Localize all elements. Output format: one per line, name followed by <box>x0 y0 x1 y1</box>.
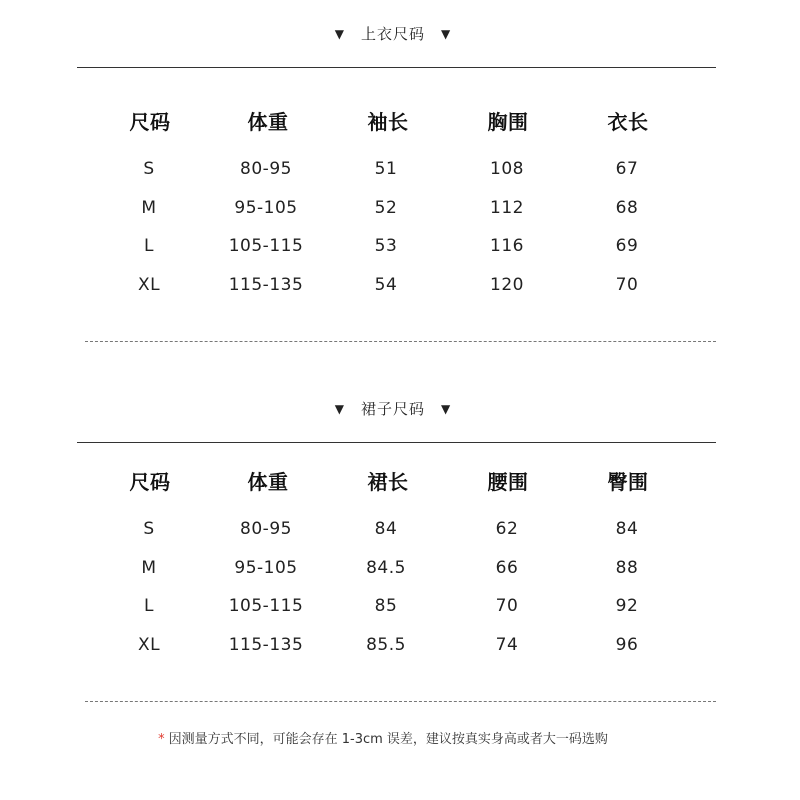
length-cell: 68 <box>615 198 639 218</box>
header-cell: 袖长 <box>367 110 409 134</box>
weight-cell: 80-95 <box>240 519 292 539</box>
size-cell: L <box>144 236 154 256</box>
weight-cell: 80-95 <box>240 159 292 179</box>
weight-cell: 115-135 <box>228 275 304 295</box>
header-cell: 臀围 <box>607 470 649 494</box>
hip-cell: 92 <box>615 596 639 616</box>
triangle-down-icon: ▼ <box>441 27 452 41</box>
size-cell: S <box>143 519 155 539</box>
skirt-divider <box>77 442 716 443</box>
header-cell: 腰围 <box>487 470 529 494</box>
header-cell: 体重 <box>247 470 289 494</box>
header-cell: 胸围 <box>487 110 529 134</box>
skirt-size-title <box>0 398 786 419</box>
table-row <box>0 236 800 264</box>
table-row <box>0 198 800 226</box>
skirt-header-row <box>0 466 800 494</box>
header-cell: 衣长 <box>607 110 649 134</box>
table-row <box>0 596 800 624</box>
chest-cell: 120 <box>490 275 524 295</box>
table-row <box>0 635 800 663</box>
skirt-size-title-text: 裙子尺码 <box>360 400 425 418</box>
sleeve-cell: 53 <box>374 236 398 256</box>
triangle-down-icon: ▼ <box>334 402 345 416</box>
measurement-note-text: 因测量方式不同，可能会存在 1-3cm 误差，建议按真实身高或者大一码选购 <box>168 732 608 747</box>
weight-cell: 95-105 <box>234 558 298 578</box>
weight-cell: 105-115 <box>228 236 304 256</box>
waist-cell: 74 <box>495 635 519 655</box>
size-cell: L <box>144 596 154 616</box>
dashed-divider <box>85 341 716 342</box>
size-cell: XL <box>137 275 161 295</box>
length-cell: 70 <box>615 275 639 295</box>
skirt-length-cell: 85.5 <box>366 635 406 655</box>
waist-cell: 66 <box>495 558 519 578</box>
sleeve-cell: 51 <box>374 159 398 179</box>
weight-cell: 115-135 <box>228 635 304 655</box>
waist-cell: 62 <box>495 519 519 539</box>
sleeve-cell: 54 <box>374 275 398 295</box>
sleeve-cell: 52 <box>374 198 398 218</box>
waist-cell: 70 <box>495 596 519 616</box>
size-cell: XL <box>137 635 161 655</box>
weight-cell: 105-115 <box>228 596 304 616</box>
size-cell: S <box>143 159 155 179</box>
skirt-length-cell: 84 <box>374 519 398 539</box>
asterisk-mark: * <box>158 732 165 747</box>
top-divider <box>77 67 716 68</box>
top-size-title <box>0 23 786 44</box>
header-cell: 尺码 <box>129 110 171 134</box>
table-row <box>0 558 800 586</box>
length-cell: 69 <box>615 236 639 256</box>
length-cell: 67 <box>615 159 639 179</box>
dashed-divider <box>85 701 716 702</box>
top-size-title-text: 上衣尺码 <box>360 25 425 43</box>
header-cell: 体重 <box>247 110 289 134</box>
chest-cell: 112 <box>490 198 524 218</box>
table-row <box>0 275 800 303</box>
hip-cell: 96 <box>615 635 639 655</box>
chest-cell: 108 <box>490 159 524 179</box>
triangle-down-icon: ▼ <box>334 27 345 41</box>
chest-cell: 116 <box>490 236 524 256</box>
hip-cell: 84 <box>615 519 639 539</box>
size-cell: M <box>141 198 157 218</box>
weight-cell: 95-105 <box>234 198 298 218</box>
table-row <box>0 519 800 547</box>
header-cell: 裙长 <box>367 470 409 494</box>
size-cell: M <box>141 558 157 578</box>
hip-cell: 88 <box>615 558 639 578</box>
header-cell: 尺码 <box>129 470 171 494</box>
measurement-note <box>0 728 766 747</box>
triangle-down-icon: ▼ <box>441 402 452 416</box>
skirt-length-cell: 84.5 <box>366 558 406 578</box>
top-header-row <box>0 106 800 134</box>
table-row <box>0 159 800 187</box>
skirt-length-cell: 85 <box>374 596 398 616</box>
